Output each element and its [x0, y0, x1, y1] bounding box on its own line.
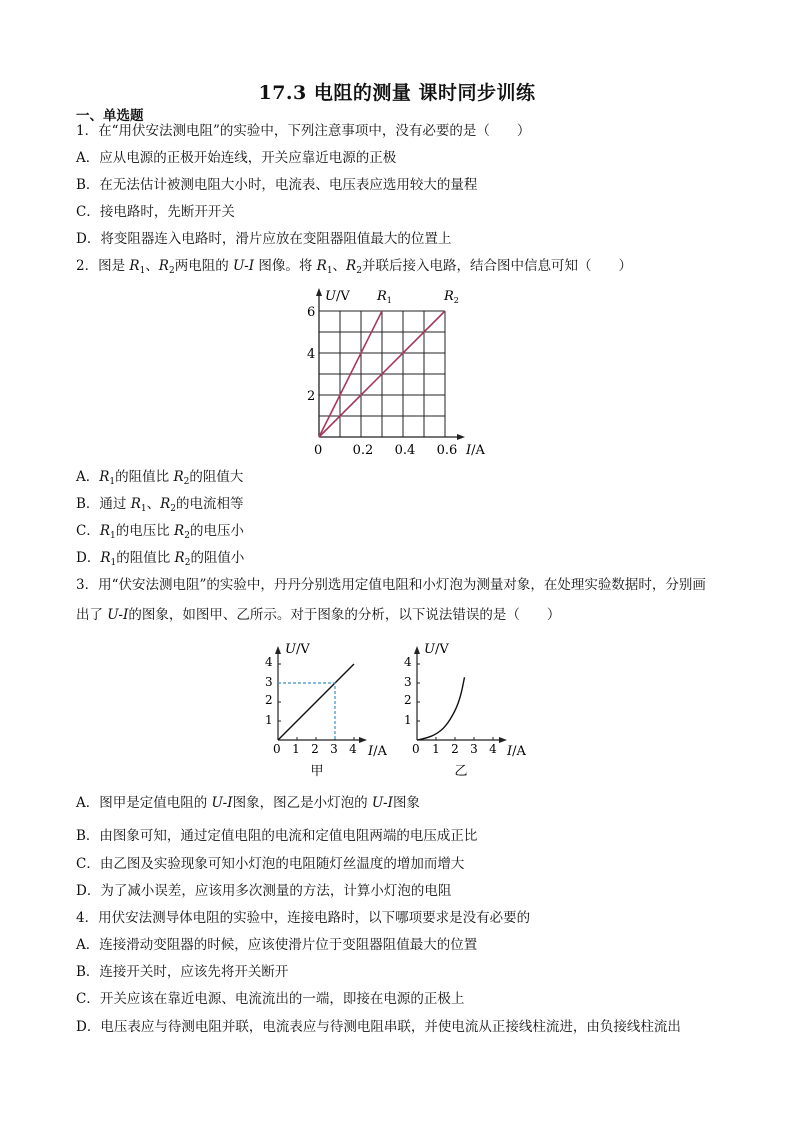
chart1-y-tick-label: 4 [307, 347, 316, 362]
chart2-right-y-tick: 4 [404, 655, 412, 669]
q2-option-a: A．$R_1$的阻值比 $R_2$的阻值大 [76, 469, 244, 487]
q3-option-b: B．由图象可知，通过定值电阻的电流和定值电阻两端的电压成正比 [76, 828, 478, 844]
yi-curve [417, 677, 465, 740]
u-i-charts-jia-yi [255, 636, 545, 782]
chart2-left-x-tick: 3 [330, 742, 338, 756]
q4-option-b: B．连接开关时，应该先将开关断开 [76, 964, 289, 980]
chart2-left-y-label: U/V [285, 642, 310, 657]
chart2-right-x-tick: 1 [432, 742, 440, 756]
q3-option-a: A．图甲是定值电阻的 U-I图象，图乙是小灯泡的 U-I图象 [76, 795, 420, 811]
chart1-x-label: I/A [466, 443, 485, 458]
chart2-left-x-arrow [359, 737, 367, 743]
chart2-left-y-tick: 1 [265, 713, 273, 727]
chart2-right-lines [417, 677, 465, 740]
q4-stem: 4．用伏安法测导体电阻的实验中，连接电路时，以下哪项要求是没有必要的 [76, 910, 531, 926]
chart1-x-arrow [457, 434, 465, 440]
chart2-right-y-tick: 3 [404, 675, 412, 689]
q3-stem-line2: 出了 U-I的图象，如图甲、乙所示。对于图象的分析，以下说法错误的是（ ） [76, 607, 561, 623]
q1-option-d: D．将变阻器连入电路时，滑片应放在变阻器阻值最大的位置上 [76, 231, 452, 247]
q2-option-c: C．$R_1$的电压比 $R_2$的电压小 [76, 523, 244, 541]
section-heading: 一、单选题 [76, 108, 144, 124]
chart2-left-lines [278, 664, 354, 740]
chart2-right-x-label: I/A [507, 744, 526, 759]
q3-option-d: D．为了减小误差，应该用多次测量的方法，计算小灯泡的电阻 [76, 883, 452, 899]
chart2-right-y-tick: 2 [404, 693, 412, 707]
chart2-right-y-arrow [414, 646, 420, 654]
chart1-y-tick-label: 2 [307, 389, 316, 404]
chart2-left-x-label: I/A [368, 744, 387, 759]
chart2-right-y-label: U/V [424, 642, 449, 657]
chart2-right-x-arrow [499, 737, 507, 743]
q4-option-c: C．开关应该在靠近电源、电流流出的一端，即接在电源的正极上 [76, 991, 465, 1007]
q2-option-b: B．通过 $R_1$、$R_2$的电流相等 [76, 496, 244, 514]
caption-yi: 乙 [454, 764, 468, 779]
q1-option-a: A．应从电源的正极开始连线，开关应靠近电源的正极 [76, 150, 397, 166]
chart2-left-origin: 0 [273, 742, 281, 756]
q4-option-d: D．电压表应与待测电阻并联，电流表应与待测电阻串联，并使电流从正接线柱流进，由负接线柱流出 [76, 1019, 681, 1035]
chart1-y-arrow [316, 288, 322, 296]
chart1-x-tick-label: 0.6 [436, 443, 458, 458]
chart2-left-y-tick: 3 [265, 675, 273, 689]
chart2-left-x-tick: 1 [292, 742, 300, 756]
jia-line [278, 664, 354, 740]
chart2-left-x-tick: 2 [311, 742, 319, 756]
chart2-left-y-tick: 2 [265, 693, 273, 707]
chart2-axes-right [417, 650, 502, 740]
chart2-right-x-tick: 3 [470, 742, 478, 756]
chart2-right-y-tick: 1 [404, 713, 412, 727]
chart2-left-x-tick: 4 [349, 742, 357, 756]
chart2-right-origin: 0 [412, 742, 420, 756]
chart2-right-x-tick: 2 [451, 742, 459, 756]
q2-option-d: D．$R_1$的阻值比 $R_2$的阻值小 [76, 550, 245, 568]
chart2-left-y-tick: 4 [265, 655, 273, 669]
q2-stem: 2．图是 $R_1$、$R_2$两电阻的 U-I 图像。将 $R_1$、$R_2$并联后接入电路，结合图中信息可知（ ） [76, 258, 632, 276]
u-i-chart-r1-r2 [290, 282, 500, 460]
q1-stem: 1．在“用伏安法测电阻”的实验中，下列注意事项中，没有必要的是（ ） [76, 123, 531, 139]
caption-jia: 甲 [310, 764, 324, 779]
q1-option-c: C．接电路时，先断开开关 [76, 204, 235, 220]
chart1-y-tick-label: 6 [307, 305, 316, 320]
q3-option-c: C．由乙图及实验现象可知小灯泡的电阻随灯丝温度的增加而增大 [76, 856, 465, 872]
page-title: 17.3 电阻的测量 课时同步训练 [258, 82, 536, 104]
r1-series-label: $R_1$ [377, 289, 392, 305]
chart1-origin-label: 0 [314, 443, 323, 458]
r2-series-label: $R_2$ [444, 289, 459, 305]
chart1-x-tick-label: 0.4 [394, 443, 416, 458]
chart2-right-ticks [417, 664, 493, 740]
chart1-x-tick-label: 0.2 [352, 443, 374, 458]
q3-stem-line1: 3．用“伏安法测电阻”的实验中，丹丹分别选用定值电阻和小灯泡为测量对象，在处理实验数据时，分别画 [76, 577, 706, 593]
chart2-left-y-arrow [275, 646, 281, 654]
q1-option-b: B．在无法估计被测电阻大小时，电流表、电压表应选用较大的量程 [76, 177, 478, 193]
q4-option-a: A．连接滑动变阻器的时候，应该使滑片位于变阻器阻值最大的位置 [76, 937, 478, 953]
chart2-right-x-tick: 4 [489, 742, 497, 756]
chart1-y-label: U/V [325, 289, 350, 304]
